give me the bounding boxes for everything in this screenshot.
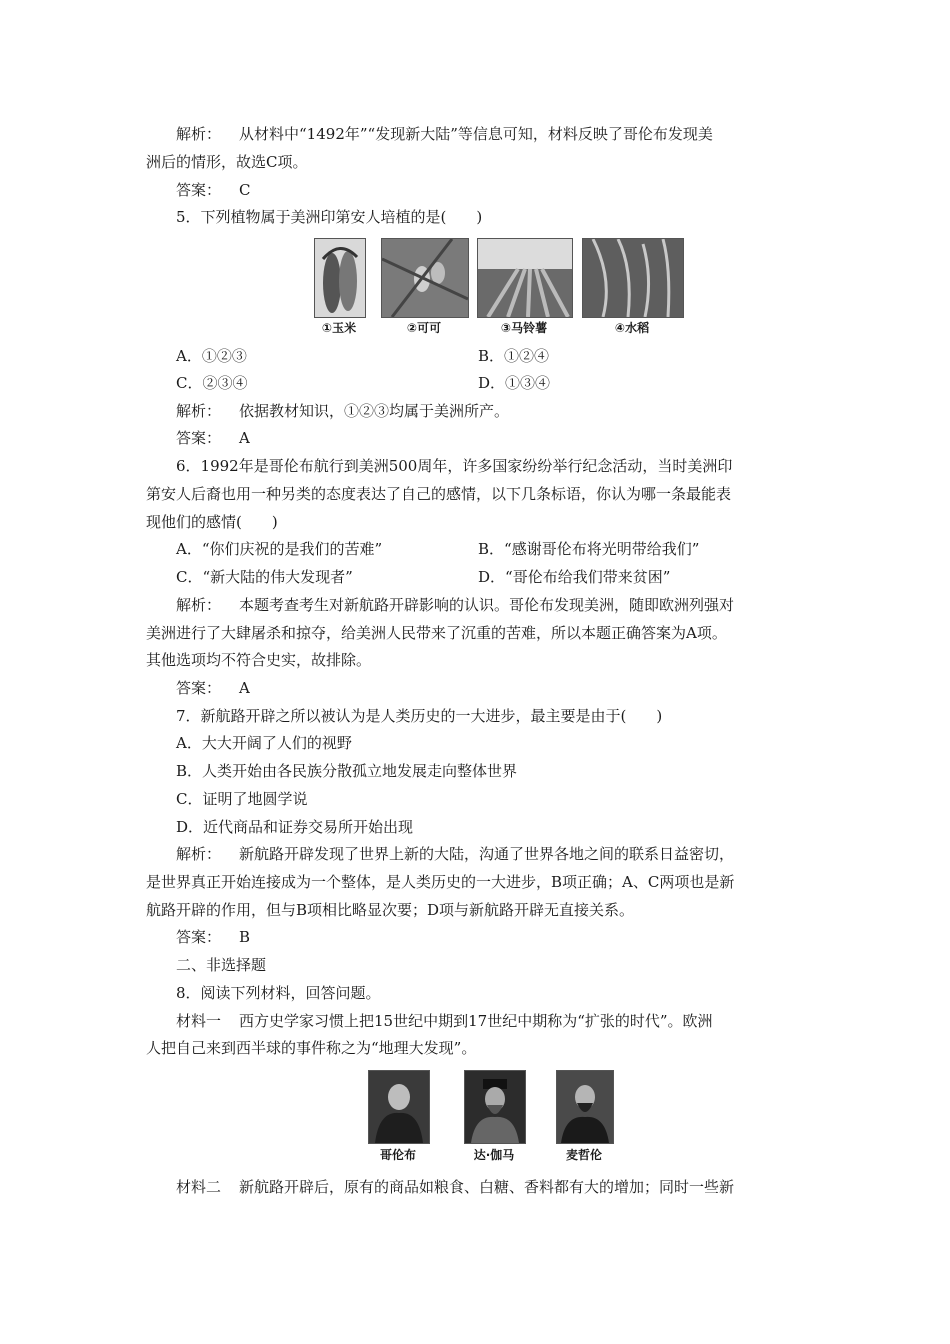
option-d: D．“哥伦布给我们带来贫困” <box>478 568 671 586</box>
option-a: A．①②③ <box>176 347 247 365</box>
question-stem: 第安人后裔也用一种另类的态度表达了自己的感情，以下几条标语，你认为哪一条最能表 <box>146 485 732 503</box>
material-text: 新航路开辟后，原有的商品如粮食、白糖、香料都有大的增加；同时一些新 <box>239 1178 735 1196</box>
option-c: C．“新大陆的伟大发现者” <box>176 568 353 586</box>
cocoa-photo <box>381 238 469 318</box>
material-text: 西方史学家习惯上把15世纪中期到17世纪中期称为“扩张的时代”。欧洲 <box>239 1012 713 1030</box>
analysis-text: 依据教材知识，①②③均属于美洲所产。 <box>239 402 510 420</box>
question-stem: 7．新航路开辟之所以被认为是人类历史的一大进步，最主要是由于( ) <box>176 707 663 725</box>
analysis-line <box>176 400 509 422</box>
da-gama-portrait <box>464 1070 526 1144</box>
option-a: A．大大开阔了人们的视野 <box>176 734 352 752</box>
material-line: 人把自己来到西半球的事件称之为“地理大发现”。 <box>146 1039 477 1057</box>
question-stem: 8．阅读下列材料，回答问题。 <box>176 984 381 1002</box>
analysis-line: 是世界真正开始连接成为一个整体，是人类历史的一大进步，B项正确；A、C两项也是新 <box>146 873 735 891</box>
analysis-text: 本题考查考生对新航路开辟影响的认识。哥伦布发现美洲，随即欧洲列强对 <box>239 596 735 614</box>
section-heading: 二、非选择题 <box>176 956 267 974</box>
material-label: 材料二 <box>176 1178 222 1196</box>
answer-label: 答案： <box>176 429 222 447</box>
answer-value: A <box>239 429 250 447</box>
material-line <box>176 1176 734 1198</box>
analysis-line <box>176 594 734 616</box>
option-a: A．“你们庆祝的是我们的苦难” <box>176 540 383 558</box>
analysis-line <box>176 123 713 145</box>
question-stem: 现他们的感情( ) <box>146 513 278 531</box>
analysis-line: 航路开辟的作用，但与B项相比略显次要；D项与新航路开辟无直接关系。 <box>146 901 635 919</box>
corn-photo <box>314 238 366 318</box>
option-d: D．①③④ <box>478 374 551 392</box>
magellan-caption: 麦哲伦 <box>565 1148 602 1162</box>
plant-figure <box>314 238 684 338</box>
answer-line <box>176 179 251 201</box>
answer-value: B <box>239 928 251 946</box>
option-b: B．①②④ <box>478 347 550 365</box>
analysis-line: 美洲进行了大肆屠杀和掠夺，给美洲人民带来了沉重的苦难，所以本题正确答案为A项。 <box>146 624 727 642</box>
columbus-portrait <box>368 1070 430 1144</box>
potato-photo <box>477 238 573 318</box>
portrait-figure <box>368 1070 618 1166</box>
analysis-label: 解析： <box>176 125 222 143</box>
option-c: C．②③④ <box>176 374 248 392</box>
rice-caption: ④水稻 <box>614 321 650 335</box>
analysis-text: 新航路开辟发现了世界上新的大陆，沟通了世界各地之间的联系日益密切， <box>239 845 735 863</box>
da-gama-caption: 达·伽马 <box>473 1148 515 1162</box>
analysis-label: 解析： <box>176 845 222 863</box>
columbus-caption: 哥伦布 <box>379 1148 416 1162</box>
material-label: 材料一 <box>176 1012 222 1030</box>
magellan-portrait <box>556 1070 614 1144</box>
option-d: D．近代商品和证券交易所开始出现 <box>176 818 414 836</box>
material-line <box>176 1010 713 1032</box>
option-b: B．“感谢哥伦布将光明带给我们” <box>478 540 700 558</box>
analysis-label: 解析： <box>176 596 222 614</box>
analysis-text: 从材料中“1492年”“发现新大陆”等信息可知，材料反映了哥伦布发现美 <box>239 125 713 143</box>
rice-photo <box>582 238 684 318</box>
answer-label: 答案： <box>176 928 222 946</box>
answer-label: 答案： <box>176 679 222 697</box>
option-c: C．证明了地圆学说 <box>176 790 308 808</box>
answer-line <box>176 926 250 948</box>
answer-value: A <box>239 679 250 697</box>
answer-line <box>176 677 250 699</box>
answer-value: C <box>239 181 251 199</box>
analysis-label: 解析： <box>176 402 222 420</box>
analysis-line: 其他选项均不符合史实，故排除。 <box>146 651 372 669</box>
analysis-line <box>176 843 734 865</box>
question-stem: 6．1992年是哥伦布航行到美洲500周年，许多国家纷纷举行纪念活动，当时美洲印 <box>176 457 733 475</box>
answer-line <box>176 427 250 449</box>
analysis-line: 洲后的情形，故选C项。 <box>146 153 308 171</box>
cocoa-caption: ②可可 <box>406 321 442 335</box>
option-b: B．人类开始由各民族分散孤立地发展走向整体世界 <box>176 762 518 780</box>
answer-label: 答案： <box>176 181 222 199</box>
question-stem: 5．下列植物属于美洲印第安人培植的是( ) <box>176 208 483 226</box>
corn-caption: ①玉米 <box>321 321 357 335</box>
potato-caption: ③马铃薯 <box>500 321 548 335</box>
